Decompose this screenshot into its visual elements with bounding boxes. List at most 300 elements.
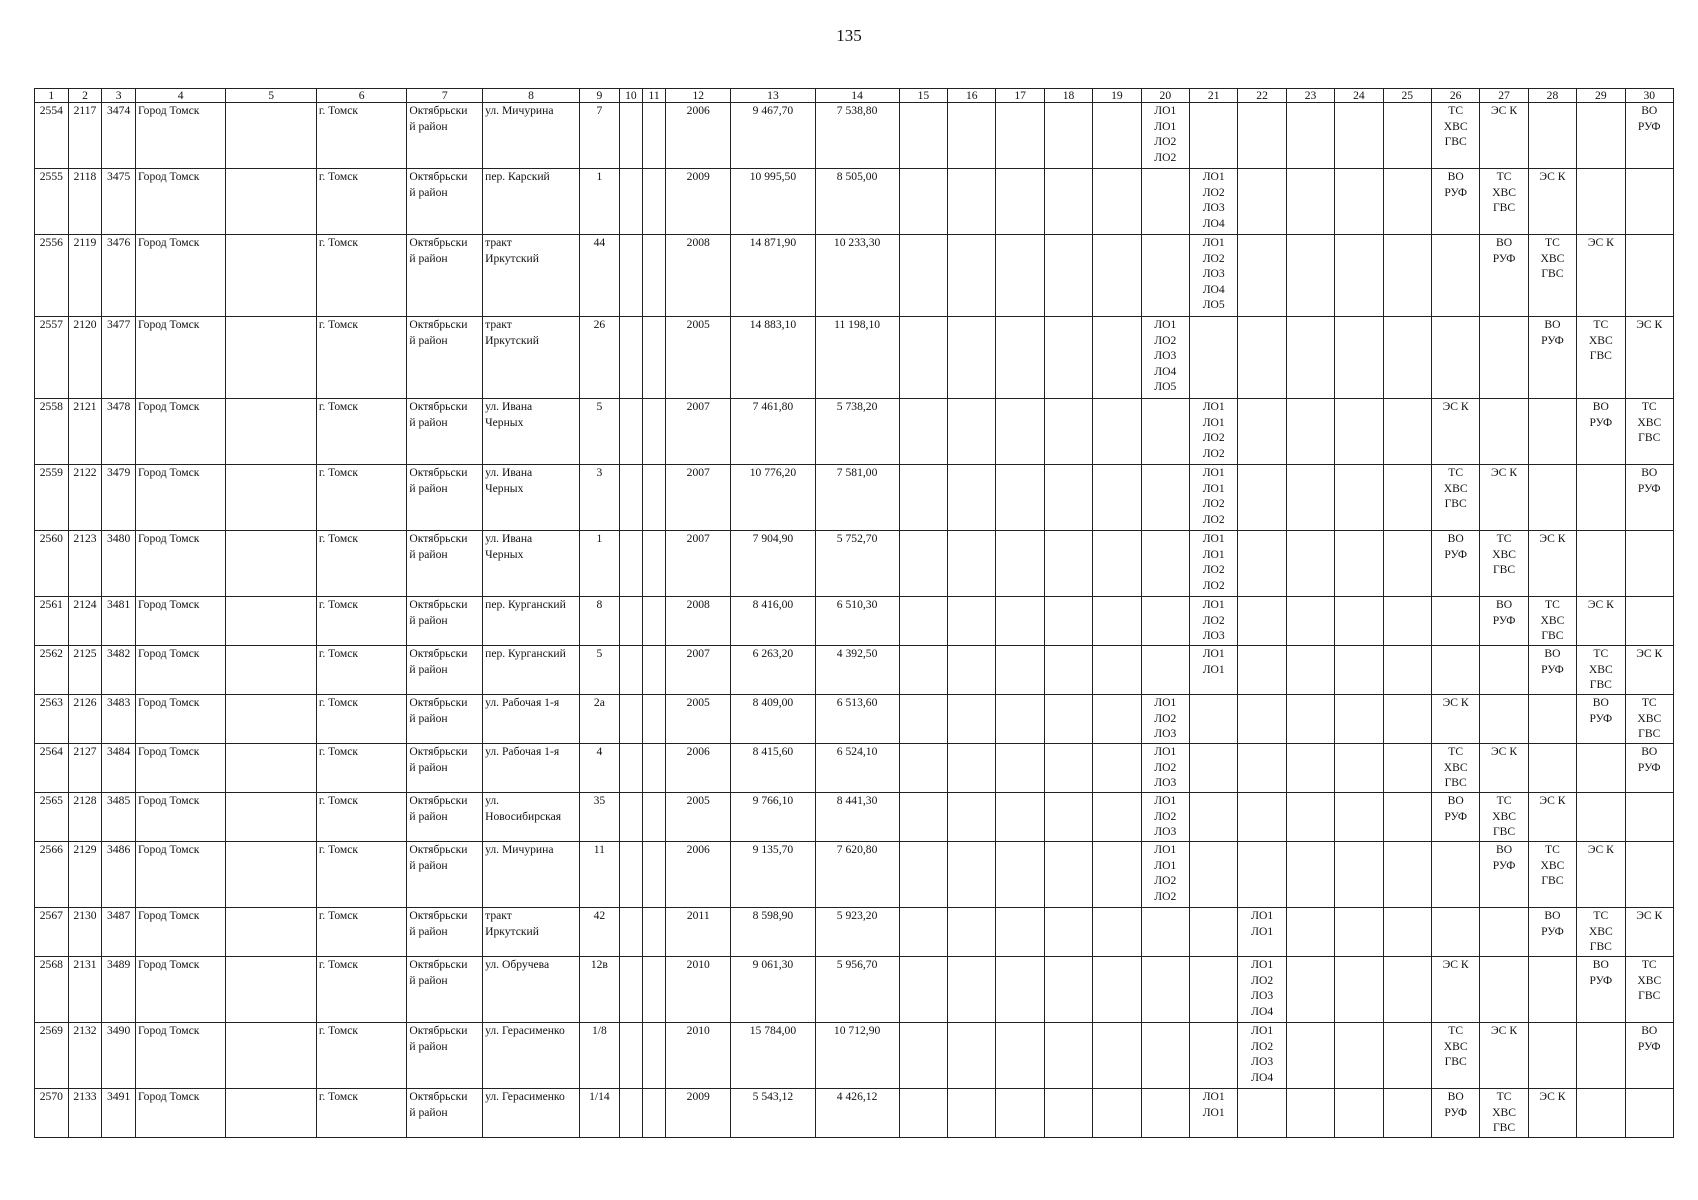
cell-col-28: [1528, 399, 1576, 465]
cell-col-2: 2117: [68, 103, 102, 169]
cell-col-5: [226, 169, 316, 235]
cell-col-5: [226, 842, 316, 908]
cell-col-2: 2131: [68, 957, 102, 1023]
cell-col-14: 5 752,70: [815, 531, 899, 597]
cell-col-9: 8: [579, 597, 619, 646]
cell-col-28: [1528, 465, 1576, 531]
cell-col-4: Город Томск: [135, 744, 225, 793]
cell-col-10: [619, 744, 642, 793]
cell-col-15: [899, 695, 947, 744]
cell-col-28: [1528, 695, 1576, 744]
cell-col-22: [1238, 399, 1286, 465]
cell-col-10: [619, 235, 642, 317]
cell-col-3: 3483: [102, 695, 136, 744]
cell-col-7: Октябрьски й район: [407, 103, 483, 169]
cell-col-4: Город Томск: [135, 169, 225, 235]
column-header-26: 26: [1431, 89, 1479, 103]
cell-col-2: 2132: [68, 1023, 102, 1089]
cell-col-23: [1286, 842, 1334, 908]
cell-col-18: [1044, 957, 1092, 1023]
table-row: [35, 957, 1674, 1023]
cell-col-23: [1286, 1023, 1334, 1089]
register-table: [34, 88, 1674, 1138]
cell-col-1: 2568: [35, 957, 69, 1023]
cell-col-15: [899, 317, 947, 399]
cell-col-3: 3486: [102, 842, 136, 908]
cell-col-28: ЭС К: [1528, 793, 1576, 842]
cell-col-28: [1528, 744, 1576, 793]
column-header-2: 2: [68, 89, 102, 103]
table-row: [35, 1089, 1674, 1138]
cell-col-22: [1238, 744, 1286, 793]
cell-col-12: 2009: [666, 169, 731, 235]
cell-col-14: 6 510,30: [815, 597, 899, 646]
cell-col-13: 6 263,20: [731, 646, 815, 695]
cell-col-22: ЛО1 ЛО2 ЛО3 ЛО4: [1238, 957, 1286, 1023]
cell-col-18: [1044, 169, 1092, 235]
cell-col-20: [1141, 465, 1189, 531]
cell-col-24: [1335, 235, 1383, 317]
cell-col-24: [1335, 793, 1383, 842]
cell-col-27: [1480, 399, 1528, 465]
cell-col-29: [1577, 1089, 1625, 1138]
cell-col-20: [1141, 1023, 1189, 1089]
cell-col-12: 2007: [666, 646, 731, 695]
cell-col-26: ЭС К: [1431, 695, 1479, 744]
cell-col-30: ТС ХВС ГВС: [1625, 695, 1673, 744]
cell-col-23: [1286, 317, 1334, 399]
cell-col-4: Город Томск: [135, 646, 225, 695]
cell-col-29: ЭС К: [1577, 597, 1625, 646]
cell-col-2: 2133: [68, 1089, 102, 1138]
cell-col-6: г. Томск: [316, 908, 406, 957]
cell-col-3: 3477: [102, 317, 136, 399]
cell-col-23: [1286, 793, 1334, 842]
cell-col-8: ул. Ивана Черных: [483, 465, 580, 531]
cell-col-12: 2005: [666, 317, 731, 399]
cell-col-2: 2128: [68, 793, 102, 842]
cell-col-23: [1286, 597, 1334, 646]
cell-col-26: ТС ХВС ГВС: [1431, 103, 1479, 169]
cell-col-3: 3490: [102, 1023, 136, 1089]
cell-col-30: [1625, 793, 1673, 842]
cell-col-11: [643, 597, 666, 646]
cell-col-1: 2561: [35, 597, 69, 646]
column-header-16: 16: [948, 89, 996, 103]
cell-col-20: ЛО1 ЛО2 ЛО3: [1141, 695, 1189, 744]
cell-col-20: [1141, 957, 1189, 1023]
cell-col-25: [1383, 103, 1431, 169]
cell-col-1: 2554: [35, 103, 69, 169]
cell-col-8: тракт Иркутский: [483, 235, 580, 317]
cell-col-28: ВО РУФ: [1528, 317, 1576, 399]
cell-col-3: 3478: [102, 399, 136, 465]
cell-col-1: 2569: [35, 1023, 69, 1089]
cell-col-26: ТС ХВС ГВС: [1431, 1023, 1479, 1089]
cell-col-13: 8 598,90: [731, 908, 815, 957]
cell-col-14: 10 233,30: [815, 235, 899, 317]
cell-col-10: [619, 646, 642, 695]
cell-col-22: [1238, 531, 1286, 597]
cell-col-16: [948, 169, 996, 235]
cell-col-19: [1093, 744, 1141, 793]
cell-col-23: [1286, 1089, 1334, 1138]
cell-col-29: [1577, 103, 1625, 169]
cell-col-23: [1286, 235, 1334, 317]
cell-col-24: [1335, 597, 1383, 646]
cell-col-30: ЭС К: [1625, 908, 1673, 957]
cell-col-29: ВО РУФ: [1577, 399, 1625, 465]
cell-col-5: [226, 744, 316, 793]
cell-col-20: ЛО1 ЛО1 ЛО2 ЛО2: [1141, 103, 1189, 169]
cell-col-21: ЛО1 ЛО1 ЛО2 ЛО2: [1190, 531, 1238, 597]
cell-col-30: [1625, 597, 1673, 646]
cell-col-1: 2562: [35, 646, 69, 695]
cell-col-14: 4 392,50: [815, 646, 899, 695]
cell-col-6: г. Томск: [316, 235, 406, 317]
cell-col-13: 9 766,10: [731, 793, 815, 842]
cell-col-8: ул. Ивана Черных: [483, 399, 580, 465]
cell-col-18: [1044, 1023, 1092, 1089]
cell-col-14: 8 441,30: [815, 793, 899, 842]
cell-col-21: ЛО1 ЛО1: [1190, 1089, 1238, 1138]
cell-col-7: Октябрьски й район: [407, 169, 483, 235]
cell-col-14: 6 513,60: [815, 695, 899, 744]
cell-col-13: 8 416,00: [731, 597, 815, 646]
cell-col-8: ул. Обручева: [483, 957, 580, 1023]
cell-col-13: 7 461,80: [731, 399, 815, 465]
cell-col-20: [1141, 169, 1189, 235]
cell-col-9: 5: [579, 399, 619, 465]
cell-col-18: [1044, 1089, 1092, 1138]
cell-col-9: 11: [579, 842, 619, 908]
cell-col-24: [1335, 531, 1383, 597]
cell-col-1: 2556: [35, 235, 69, 317]
cell-col-18: [1044, 399, 1092, 465]
cell-col-1: 2566: [35, 842, 69, 908]
table-row: [35, 531, 1674, 597]
cell-col-23: [1286, 695, 1334, 744]
cell-col-15: [899, 744, 947, 793]
cell-col-11: [643, 465, 666, 531]
cell-col-1: 2564: [35, 744, 69, 793]
cell-col-3: 3487: [102, 908, 136, 957]
cell-col-15: [899, 1089, 947, 1138]
cell-col-16: [948, 744, 996, 793]
cell-col-14: 8 505,00: [815, 169, 899, 235]
cell-col-6: г. Томск: [316, 744, 406, 793]
cell-col-5: [226, 103, 316, 169]
cell-col-10: [619, 957, 642, 1023]
cell-col-5: [226, 531, 316, 597]
cell-col-5: [226, 317, 316, 399]
cell-col-2: 2126: [68, 695, 102, 744]
cell-col-11: [643, 235, 666, 317]
cell-col-1: 2565: [35, 793, 69, 842]
cell-col-2: 2127: [68, 744, 102, 793]
cell-col-22: [1238, 1089, 1286, 1138]
cell-col-21: [1190, 842, 1238, 908]
cell-col-22: [1238, 235, 1286, 317]
table-row: [35, 695, 1674, 744]
cell-col-30: ВО РУФ: [1625, 1023, 1673, 1089]
cell-col-6: г. Томск: [316, 465, 406, 531]
cell-col-30: [1625, 842, 1673, 908]
cell-col-14: 7 538,80: [815, 103, 899, 169]
cell-col-19: [1093, 908, 1141, 957]
table-row: [35, 908, 1674, 957]
cell-col-10: [619, 908, 642, 957]
cell-col-24: [1335, 695, 1383, 744]
column-header-1: 1: [35, 89, 69, 103]
cell-col-14: 7 620,80: [815, 842, 899, 908]
cell-col-4: Город Томск: [135, 957, 225, 1023]
cell-col-17: [996, 957, 1044, 1023]
cell-col-7: Октябрьски й район: [407, 1089, 483, 1138]
cell-col-26: ВО РУФ: [1431, 531, 1479, 597]
cell-col-13: 7 904,90: [731, 531, 815, 597]
cell-col-25: [1383, 744, 1431, 793]
column-header-30: 30: [1625, 89, 1673, 103]
table-row: [35, 793, 1674, 842]
cell-col-20: ЛО1 ЛО1 ЛО2 ЛО2: [1141, 842, 1189, 908]
cell-col-15: [899, 793, 947, 842]
table-row: [35, 842, 1674, 908]
cell-col-28: ТС ХВС ГВС: [1528, 842, 1576, 908]
cell-col-8: ул. Новосибирская: [483, 793, 580, 842]
cell-col-10: [619, 695, 642, 744]
cell-col-16: [948, 399, 996, 465]
cell-col-9: 1/14: [579, 1089, 619, 1138]
cell-col-5: [226, 597, 316, 646]
cell-col-4: Город Томск: [135, 317, 225, 399]
column-header-28: 28: [1528, 89, 1576, 103]
cell-col-10: [619, 399, 642, 465]
cell-col-25: [1383, 317, 1431, 399]
cell-col-21: ЛО1 ЛО2 ЛО3 ЛО4: [1190, 169, 1238, 235]
cell-col-10: [619, 842, 642, 908]
cell-col-1: 2570: [35, 1089, 69, 1138]
cell-col-23: [1286, 531, 1334, 597]
cell-col-17: [996, 103, 1044, 169]
cell-col-11: [643, 646, 666, 695]
cell-col-20: [1141, 235, 1189, 317]
column-header-11: 11: [643, 89, 666, 103]
cell-col-21: [1190, 793, 1238, 842]
cell-col-20: [1141, 531, 1189, 597]
cell-col-17: [996, 1089, 1044, 1138]
cell-col-10: [619, 103, 642, 169]
cell-col-12: 2008: [666, 597, 731, 646]
cell-col-12: 2010: [666, 1023, 731, 1089]
cell-col-16: [948, 597, 996, 646]
cell-col-11: [643, 842, 666, 908]
cell-col-7: Октябрьски й район: [407, 908, 483, 957]
cell-col-2: 2129: [68, 842, 102, 908]
cell-col-12: 2005: [666, 793, 731, 842]
cell-col-3: 3485: [102, 793, 136, 842]
cell-col-26: ВО РУФ: [1431, 1089, 1479, 1138]
cell-col-15: [899, 531, 947, 597]
column-header-4: 4: [135, 89, 225, 103]
cell-col-30: ВО РУФ: [1625, 103, 1673, 169]
cell-col-19: [1093, 646, 1141, 695]
cell-col-17: [996, 169, 1044, 235]
cell-col-25: [1383, 465, 1431, 531]
cell-col-11: [643, 531, 666, 597]
cell-col-21: ЛО1 ЛО2 ЛО3: [1190, 597, 1238, 646]
cell-col-6: г. Томск: [316, 793, 406, 842]
cell-col-7: Октябрьски й район: [407, 695, 483, 744]
cell-col-29: ТС ХВС ГВС: [1577, 317, 1625, 399]
cell-col-14: 4 426,12: [815, 1089, 899, 1138]
cell-col-21: [1190, 317, 1238, 399]
cell-col-16: [948, 957, 996, 1023]
cell-col-26: ВО РУФ: [1431, 793, 1479, 842]
cell-col-11: [643, 317, 666, 399]
cell-col-17: [996, 465, 1044, 531]
cell-col-29: [1577, 465, 1625, 531]
cell-col-2: 2122: [68, 465, 102, 531]
cell-col-3: 3479: [102, 465, 136, 531]
cell-col-9: 7: [579, 103, 619, 169]
cell-col-27: ТС ХВС ГВС: [1480, 1089, 1528, 1138]
cell-col-27: ЭС К: [1480, 744, 1528, 793]
cell-col-2: 2124: [68, 597, 102, 646]
cell-col-18: [1044, 842, 1092, 908]
cell-col-9: 42: [579, 908, 619, 957]
cell-col-30: [1625, 1089, 1673, 1138]
cell-col-25: [1383, 646, 1431, 695]
cell-col-21: ЛО1 ЛО2 ЛО3 ЛО4 ЛО5: [1190, 235, 1238, 317]
cell-col-13: 8 409,00: [731, 695, 815, 744]
cell-col-24: [1335, 465, 1383, 531]
cell-col-4: Город Томск: [135, 1089, 225, 1138]
cell-col-18: [1044, 317, 1092, 399]
cell-col-30: [1625, 531, 1673, 597]
cell-col-7: Октябрьски й район: [407, 842, 483, 908]
cell-col-3: 3481: [102, 597, 136, 646]
cell-col-1: 2557: [35, 317, 69, 399]
table-row: [35, 169, 1674, 235]
cell-col-27: ЭС К: [1480, 1023, 1528, 1089]
cell-col-7: Октябрьски й район: [407, 235, 483, 317]
cell-col-25: [1383, 908, 1431, 957]
cell-col-9: 44: [579, 235, 619, 317]
cell-col-21: [1190, 1023, 1238, 1089]
cell-col-4: Город Томск: [135, 597, 225, 646]
cell-col-16: [948, 695, 996, 744]
cell-col-19: [1093, 103, 1141, 169]
cell-col-8: пер. Курганский: [483, 597, 580, 646]
cell-col-27: ВО РУФ: [1480, 597, 1528, 646]
cell-col-8: пер. Курганский: [483, 646, 580, 695]
cell-col-17: [996, 908, 1044, 957]
cell-col-11: [643, 793, 666, 842]
cell-col-20: [1141, 597, 1189, 646]
cell-col-1: 2555: [35, 169, 69, 235]
cell-col-11: [643, 744, 666, 793]
cell-col-6: г. Томск: [316, 399, 406, 465]
cell-col-22: [1238, 597, 1286, 646]
cell-col-10: [619, 793, 642, 842]
cell-col-8: тракт Иркутский: [483, 317, 580, 399]
cell-col-25: [1383, 957, 1431, 1023]
cell-col-12: 2008: [666, 235, 731, 317]
cell-col-10: [619, 1089, 642, 1138]
cell-col-2: 2118: [68, 169, 102, 235]
cell-col-26: [1431, 597, 1479, 646]
cell-col-15: [899, 908, 947, 957]
cell-col-6: г. Томск: [316, 695, 406, 744]
cell-col-9: 1: [579, 531, 619, 597]
cell-col-26: [1431, 908, 1479, 957]
cell-col-2: 2119: [68, 235, 102, 317]
table-row: [35, 744, 1674, 793]
cell-col-17: [996, 1023, 1044, 1089]
cell-col-20: [1141, 646, 1189, 695]
column-header-24: 24: [1335, 89, 1383, 103]
cell-col-12: 2006: [666, 744, 731, 793]
cell-col-5: [226, 695, 316, 744]
cell-col-8: ул. Ивана Черных: [483, 531, 580, 597]
cell-col-13: 9 061,30: [731, 957, 815, 1023]
cell-col-11: [643, 1023, 666, 1089]
cell-col-24: [1335, 908, 1383, 957]
cell-col-28: ЭС К: [1528, 169, 1576, 235]
cell-col-16: [948, 1023, 996, 1089]
cell-col-11: [643, 957, 666, 1023]
column-header-8: 8: [483, 89, 580, 103]
table-row: [35, 646, 1674, 695]
cell-col-22: [1238, 103, 1286, 169]
cell-col-22: [1238, 695, 1286, 744]
cell-col-2: 2121: [68, 399, 102, 465]
column-header-20: 20: [1141, 89, 1189, 103]
cell-col-27: ВО РУФ: [1480, 842, 1528, 908]
cell-col-26: [1431, 646, 1479, 695]
cell-col-16: [948, 1089, 996, 1138]
cell-col-24: [1335, 1089, 1383, 1138]
cell-col-18: [1044, 235, 1092, 317]
cell-col-28: ТС ХВС ГВС: [1528, 597, 1576, 646]
cell-col-19: [1093, 842, 1141, 908]
cell-col-30: ЭС К: [1625, 317, 1673, 399]
cell-col-5: [226, 646, 316, 695]
cell-col-16: [948, 317, 996, 399]
cell-col-4: Город Томск: [135, 399, 225, 465]
cell-col-11: [643, 103, 666, 169]
cell-col-18: [1044, 695, 1092, 744]
cell-col-29: [1577, 1023, 1625, 1089]
cell-col-7: Октябрьски й район: [407, 597, 483, 646]
cell-col-12: 2010: [666, 957, 731, 1023]
table-row: [35, 399, 1674, 465]
cell-col-19: [1093, 1089, 1141, 1138]
cell-col-26: ВО РУФ: [1431, 169, 1479, 235]
cell-col-19: [1093, 1023, 1141, 1089]
cell-col-22: [1238, 793, 1286, 842]
cell-col-22: [1238, 842, 1286, 908]
cell-col-19: [1093, 695, 1141, 744]
cell-col-16: [948, 103, 996, 169]
cell-col-1: 2563: [35, 695, 69, 744]
column-header-27: 27: [1480, 89, 1528, 103]
cell-col-12: 2006: [666, 842, 731, 908]
cell-col-13: 14 871,90: [731, 235, 815, 317]
cell-col-15: [899, 646, 947, 695]
cell-col-3: 3489: [102, 957, 136, 1023]
